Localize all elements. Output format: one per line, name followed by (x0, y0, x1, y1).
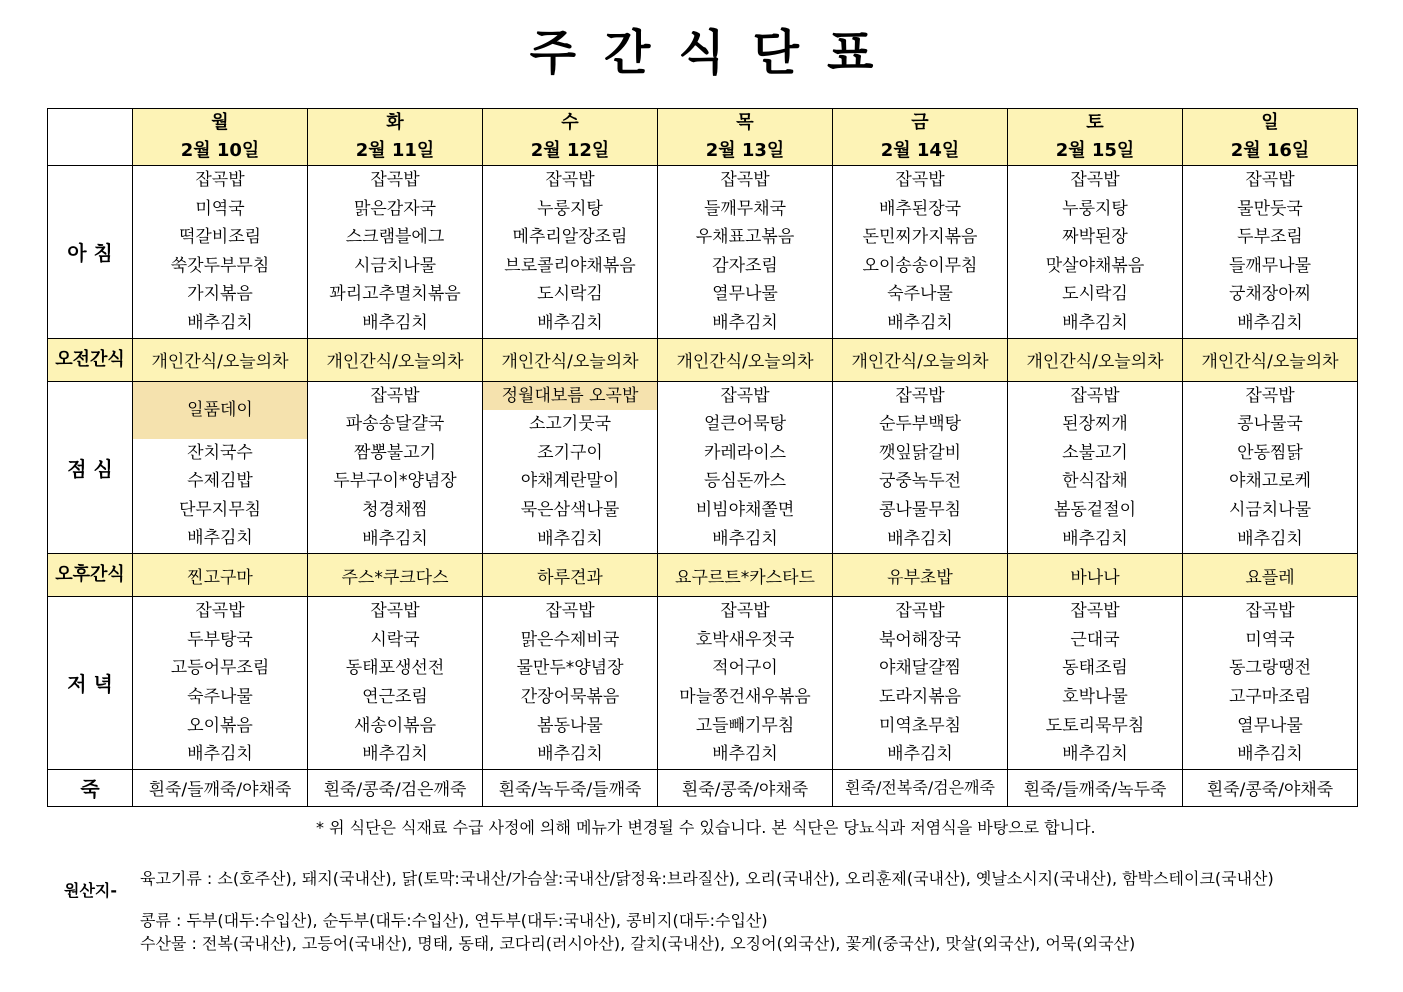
menu-item: 물만두*양념장 (516, 658, 624, 679)
pm_snack-row (48, 554, 1358, 597)
snack-cell: 개인간식/오늘의차 (1008, 338, 1183, 381)
menu-item: 잡곡밥 (370, 170, 420, 190)
snack-cell: 개인간식/오늘의차 (1183, 338, 1358, 381)
porridge-cell: 흰죽/콩죽/검은깨죽 (308, 769, 483, 806)
breakfast-cell (483, 166, 658, 339)
header-row (48, 109, 1358, 166)
menu-item: 된장찌개 (1062, 414, 1128, 435)
menu-item: 배추김치 (887, 744, 953, 765)
row-label: 점 심 (48, 381, 133, 554)
menu-item: 숙주나물 (887, 284, 953, 305)
row-label: 죽 (48, 769, 133, 806)
menu-item: 미역초무침 (878, 715, 962, 736)
day-name: 금 (911, 112, 929, 133)
menu-item: 궁중녹두전 (878, 471, 962, 492)
menu-item: 배추김치 (362, 744, 428, 765)
day-name: 월 (211, 112, 229, 133)
menu-item: 잡곡밥 (1070, 601, 1120, 622)
menu-item: 브로콜리야채볶음 (504, 255, 636, 276)
menu-item: 미역국 (1245, 629, 1295, 650)
menu-item: 등심돈까스 (703, 471, 787, 492)
menu-item: 배추김치 (887, 528, 953, 549)
day-name: 일 (1261, 112, 1279, 133)
menu-item: 누룽지탕 (1062, 198, 1128, 219)
dinner-cell (308, 597, 483, 770)
row-label: 저 녁 (48, 597, 133, 770)
snack-cell: 개인간식/오늘의차 (308, 338, 483, 381)
menu-notice: * 위 식단은 식재료 수급 사정에 의해 메뉴가 변경될 수 있습니다. 본 식단은 당뇨식과 저염식을 바탕으로 합니다. (316, 818, 1096, 837)
day-name: 화 (386, 112, 404, 133)
menu-item: 도시락김 (1062, 284, 1128, 305)
porridge-cell: 흰죽/전복죽/검은깨죽 (833, 769, 1008, 806)
menu-item: 배추김치 (362, 312, 428, 333)
day-header (833, 109, 1008, 166)
menu-item: 적어구이 (712, 658, 778, 679)
snack-cell: 개인간식/오늘의차 (133, 338, 308, 381)
porridge-cell: 흰죽/녹두죽/들깨죽 (483, 769, 658, 806)
menu-item: 짜박된장 (1062, 227, 1128, 248)
menu-item: 꽈리고추멸치볶음 (329, 284, 461, 305)
origin-meat: 육고기류 : 소(호주산), 돼지(국내산), 닭(토막:국내산/가슴살:국내산/닭정육:브라질산), 오리(국내산), 오리훈제(국내산), 옛날소시지(국내산), 함박스테이크(국내산) (140, 869, 1274, 888)
menu-item: 잡곡밥 (195, 601, 245, 622)
porridge-cell: 흰죽/들깨죽/녹두죽 (1008, 769, 1183, 806)
menu-item: 누룽지탕 (537, 198, 603, 219)
menu-item: 우채표고볶음 (695, 227, 795, 248)
lunch-cell (1183, 381, 1358, 554)
menu-item: 카레라이스 (703, 442, 787, 463)
menu-item: 비빔야채쫄면 (695, 499, 795, 520)
menu-item: 맛살야채볶음 (1045, 255, 1145, 276)
menu-item: 고등어무조림 (170, 658, 270, 679)
menu-item: 메추리알장조림 (512, 227, 628, 248)
dinner-cell (833, 597, 1008, 770)
breakfast-cell (133, 166, 308, 339)
dinner-cell (483, 597, 658, 770)
menu-item: 잡곡밥 (1245, 385, 1295, 406)
menu-item: 배추김치 (887, 312, 953, 333)
breakfast-cell (833, 166, 1008, 339)
day-date: 2월 14일 (880, 140, 960, 161)
menu-item: 단무지무침 (178, 499, 262, 520)
special-menu-badge: 정월대보름 오곡밥 (483, 382, 657, 411)
weekly-menu-table (47, 108, 1358, 807)
menu-item: 배추김치 (712, 312, 778, 333)
menu-item: 들깨무나물 (1228, 255, 1312, 276)
menu-item: 잡곡밥 (545, 170, 595, 190)
menu-item: 안동찜닭 (1237, 442, 1303, 463)
menu-item: 고들빼기무침 (695, 715, 795, 736)
menu-item: 호박나물 (1062, 686, 1128, 707)
menu-item: 배추김치 (187, 312, 253, 333)
menu-item: 콩나물국 (1237, 414, 1303, 435)
menu-item: 짬뽕불고기 (353, 442, 437, 463)
menu-item: 두부조림 (1237, 227, 1303, 248)
day-header (1183, 109, 1358, 166)
snack-cell: 찐고구마 (133, 554, 308, 597)
day-name: 목 (736, 112, 754, 133)
menu-item: 잡곡밥 (545, 601, 595, 622)
breakfast-cell (658, 166, 833, 339)
snack-cell: 개인간식/오늘의차 (483, 338, 658, 381)
menu-item: 소고기뭇국 (528, 414, 612, 435)
menu-item: 호박새우젓국 (695, 629, 795, 650)
porridge-cell: 흰죽/들깨죽/야채죽 (133, 769, 308, 806)
dinner-cell (133, 597, 308, 770)
menu-item: 떡갈비조림 (178, 227, 262, 248)
day-header (483, 109, 658, 166)
menu-item: 돈민찌가지볶음 (862, 227, 978, 248)
menu-item: 감자조림 (712, 255, 778, 276)
lunch-row (48, 381, 1358, 554)
menu-item: 오이송송이무침 (862, 255, 978, 276)
menu-item: 콩나물무침 (878, 499, 962, 520)
menu-item: 연근조림 (362, 686, 428, 707)
menu-item: 마늘쫑건새우볶음 (679, 686, 811, 707)
menu-item: 배추김치 (537, 312, 603, 333)
menu-item: 배추김치 (712, 744, 778, 765)
dinner-row (48, 597, 1358, 770)
menu-item: 배추김치 (187, 744, 253, 765)
porridge-cell: 흰죽/콩죽/야채죽 (658, 769, 833, 806)
row-label: 아 침 (48, 166, 133, 339)
day-header (1008, 109, 1183, 166)
menu-item: 잡곡밥 (720, 601, 770, 622)
menu-item: 시금치나물 (353, 255, 437, 276)
menu-item: 순두부백탕 (878, 414, 962, 435)
snack-cell: 바나나 (1008, 554, 1183, 597)
row-label: 오전간식 (48, 338, 133, 381)
lunch-cell (1008, 381, 1183, 554)
menu-item: 잡곡밥 (720, 170, 770, 190)
dinner-cell (1008, 597, 1183, 770)
breakfast-cell (1183, 166, 1358, 339)
menu-item: 배추김치 (1062, 744, 1128, 765)
menu-item: 한식잡채 (1062, 471, 1128, 492)
menu-item: 궁채장아찌 (1228, 284, 1312, 305)
corner-cell (48, 109, 133, 166)
menu-item: 깻잎닭갈비 (878, 442, 962, 463)
menu-item: 배추된장국 (878, 198, 962, 219)
menu-item: 두부탕국 (187, 629, 253, 650)
origin-beans: 콩류 : 두부(대두:수입산), 순두부(대두:수입산), 연두부(대두:국내산), 콩비지(대두:수입산) (140, 911, 768, 930)
menu-item: 도시락김 (537, 284, 603, 305)
menu-item: 숙주나물 (187, 686, 253, 707)
menu-item: 배추김치 (1237, 744, 1303, 765)
menu-item: 도라지볶음 (878, 686, 962, 707)
menu-item: 물만둣국 (1237, 198, 1303, 219)
menu-item: 배추김치 (1062, 528, 1128, 549)
lunch-cell (308, 381, 483, 554)
menu-item: 열무나물 (712, 284, 778, 305)
menu-item: 배추김치 (537, 744, 603, 765)
menu-item: 열무나물 (1237, 715, 1303, 736)
menu-item: 잡곡밥 (370, 385, 420, 406)
porridge-row (48, 769, 1358, 806)
row-label: 오후간식 (48, 554, 133, 597)
menu-item: 잔치국수 (187, 442, 253, 463)
snack-cell: 요플레 (1183, 554, 1358, 597)
menu-item: 묵은삼색나물 (520, 499, 620, 520)
menu-item: 가지볶음 (187, 284, 253, 305)
menu-item: 소불고기 (1062, 442, 1128, 463)
day-date: 2월 11일 (355, 140, 435, 161)
lunch-cell (658, 381, 833, 554)
day-header (658, 109, 833, 166)
snack-cell: 요구르트*카스타드 (658, 554, 833, 597)
day-header (133, 109, 308, 166)
menu-item: 동그랑땡전 (1228, 658, 1312, 679)
menu-item: 새송이볶음 (353, 715, 437, 736)
menu-item: 잡곡밥 (195, 170, 245, 190)
snack-cell: 하루견과 (483, 554, 658, 597)
page-title: 주간식단표 (529, 25, 902, 81)
menu-item: 파송송달걀국 (345, 414, 445, 435)
menu-item: 시락국 (370, 629, 420, 650)
menu-item: 배추김치 (1237, 312, 1303, 333)
dinner-cell (658, 597, 833, 770)
menu-item: 근대국 (1070, 629, 1120, 650)
menu-item: 잡곡밥 (895, 170, 945, 190)
day-header (308, 109, 483, 166)
am_snack-row (48, 338, 1358, 381)
menu-item: 야채계란말이 (520, 471, 620, 492)
menu-item: 봄동나물 (537, 715, 603, 736)
menu-item: 조기구이 (537, 442, 603, 463)
menu-item: 동태조림 (1062, 658, 1128, 679)
origin-label: 원산지- (64, 881, 118, 900)
menu-item: 쑥갓두부무침 (170, 255, 270, 276)
snack-cell: 개인간식/오늘의차 (833, 338, 1008, 381)
menu-item: 배추김치 (1237, 528, 1303, 549)
menu-item: 시금치나물 (1228, 499, 1312, 520)
breakfast-row (48, 166, 1358, 339)
menu-item: 잡곡밥 (370, 601, 420, 622)
menu-item: 야채달걀찜 (878, 658, 962, 679)
day-date: 2월 15일 (1055, 140, 1135, 161)
special-menu-badge: 일품데이 (133, 382, 307, 439)
lunch-cell (483, 381, 658, 554)
menu-item: 잡곡밥 (1070, 170, 1120, 190)
menu-item: 배추김치 (537, 528, 603, 549)
menu-item: 맑은수제비국 (520, 629, 620, 650)
menu-item: 동태포생선전 (345, 658, 445, 679)
origin-seafood: 수산물 : 전복(국내산), 고등어(국내산), 명태, 동태, 코다리(러시아산), 갈치(국내산), 오징어(외국산), 꽃게(중국산), 맛살(외국산), 어묵(외국산) (140, 934, 1136, 953)
menu-item: 야채고로케 (1228, 471, 1312, 492)
lunch-cell (833, 381, 1008, 554)
menu-item: 북어해장국 (878, 629, 962, 650)
snack-cell: 주스*쿠크다스 (308, 554, 483, 597)
day-date: 2월 10일 (180, 140, 260, 161)
menu-item: 잡곡밥 (895, 385, 945, 406)
menu-item: 잡곡밥 (895, 601, 945, 622)
breakfast-cell (308, 166, 483, 339)
menu-item: 맑은감자국 (353, 198, 437, 219)
menu-item: 스크램블에그 (345, 227, 445, 248)
day-date: 2월 16일 (1230, 140, 1310, 161)
day-date: 2월 12일 (530, 140, 610, 161)
menu-item: 간장어묵볶음 (520, 686, 620, 707)
menu-item: 미역국 (195, 198, 245, 219)
menu-item: 고구마조림 (1228, 686, 1312, 707)
menu-item: 배추김치 (187, 528, 253, 549)
menu-item: 도토리묵무침 (1045, 715, 1145, 736)
snack-cell: 유부초밥 (833, 554, 1008, 597)
menu-item: 봄동겉절이 (1053, 499, 1137, 520)
menu-item: 잡곡밥 (1245, 170, 1295, 190)
day-name: 토 (1086, 112, 1104, 133)
menu-item: 청경채찜 (362, 499, 428, 520)
menu-item: 잡곡밥 (1245, 601, 1295, 622)
porridge-cell: 흰죽/콩죽/야채죽 (1183, 769, 1358, 806)
menu-item: 잡곡밥 (1070, 385, 1120, 406)
day-date: 2월 13일 (705, 140, 785, 161)
dinner-cell (1183, 597, 1358, 770)
lunch-cell (133, 381, 308, 554)
day-name: 수 (561, 112, 579, 133)
snack-cell: 개인간식/오늘의차 (658, 338, 833, 381)
menu-item: 배추김치 (362, 528, 428, 549)
menu-item: 두부구이*양념장 (333, 471, 457, 492)
menu-item: 얼큰어묵탕 (703, 414, 787, 435)
menu-item: 들깨무채국 (703, 198, 787, 219)
menu-item: 배추김치 (1062, 312, 1128, 333)
menu-item: 잡곡밥 (720, 385, 770, 406)
breakfast-cell (1008, 166, 1183, 339)
menu-item: 오이볶음 (187, 715, 253, 736)
menu-item: 수제김밥 (187, 471, 253, 492)
menu-item: 배추김치 (712, 528, 778, 549)
